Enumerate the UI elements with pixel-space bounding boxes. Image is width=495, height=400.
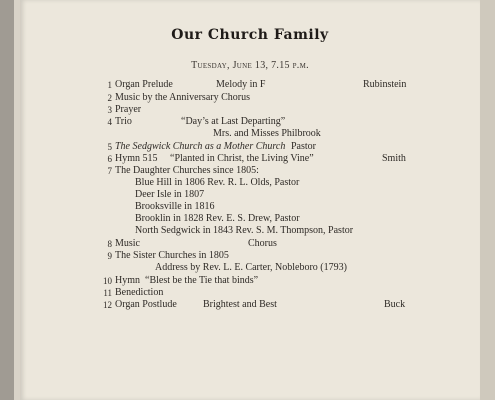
item-detail: “Blest be the Tie that binds” [145,275,259,286]
item-composer: Rubinstein [363,79,407,90]
item-number: 12 [103,300,112,310]
item-detail: Chorus [248,238,277,249]
item-detail: Brightest and Best [203,299,277,310]
right-margin [480,0,495,400]
item-number: 8 [107,239,112,249]
page-title: Our Church Family [171,27,329,43]
item-number: 6 [107,154,112,164]
item-label: Music by the Anniversary Chorus [115,92,250,103]
item-number: 4 [107,117,112,127]
program-subline: Address by Rev. L. E. Carter, Nobleboro (1793) [155,262,347,273]
item-number: 3 [107,105,112,115]
item-label: The Sister Churches in 1805 [115,250,229,261]
item-composer: Smith [382,153,406,164]
item-label: The Daughter Churches since 1805: [115,165,259,176]
program-subline: Mrs. and Misses Philbrook [213,128,321,139]
item-number: 11 [103,288,112,298]
program-page [20,0,480,400]
item-label: Benediction [115,287,164,298]
item-label: Organ Prelude [115,79,173,90]
item-number: 1 [107,80,112,90]
item-number: 2 [107,93,112,103]
item-label: Trio [115,116,132,127]
item-detail: Melody in F [216,79,266,90]
item-label: Music [115,238,140,249]
event-date: Tuesday, June 13, 7.15 p.m. [191,60,309,71]
program-subline: Deer Isle in 1807 [135,189,205,200]
program-subline: Brooklin in 1828 Rev. E. S. Drew, Pastor [135,213,300,224]
item-detail: “Day’s at Last Departing” [181,116,286,127]
item-number: 9 [107,251,112,261]
item-composer: Buck [384,299,406,310]
item-number: 7 [107,166,112,176]
item-label: Prayer [115,104,142,115]
program-subline: North Sedgwick in 1843 Rev. S. M. Thompson, Pastor [135,225,354,236]
item-label: Hymn 515 [115,153,158,164]
item-detail: Pastor [291,141,316,152]
item-detail: “Planted in Christ, the Living Vine” [170,153,314,164]
item-number: 10 [103,276,112,286]
program-subline: Blue Hill in 1806 Rev. R. L. Olds, Pastor [135,177,300,188]
item-number: 5 [107,142,112,152]
item-label: Organ Postlude [115,299,177,310]
item-label: Hymn [115,275,140,286]
book-edge [0,0,14,400]
item-label: The Sedgwick Church as a Mother Church [115,141,286,152]
program-subline: Brooksville in 1816 [135,201,215,212]
